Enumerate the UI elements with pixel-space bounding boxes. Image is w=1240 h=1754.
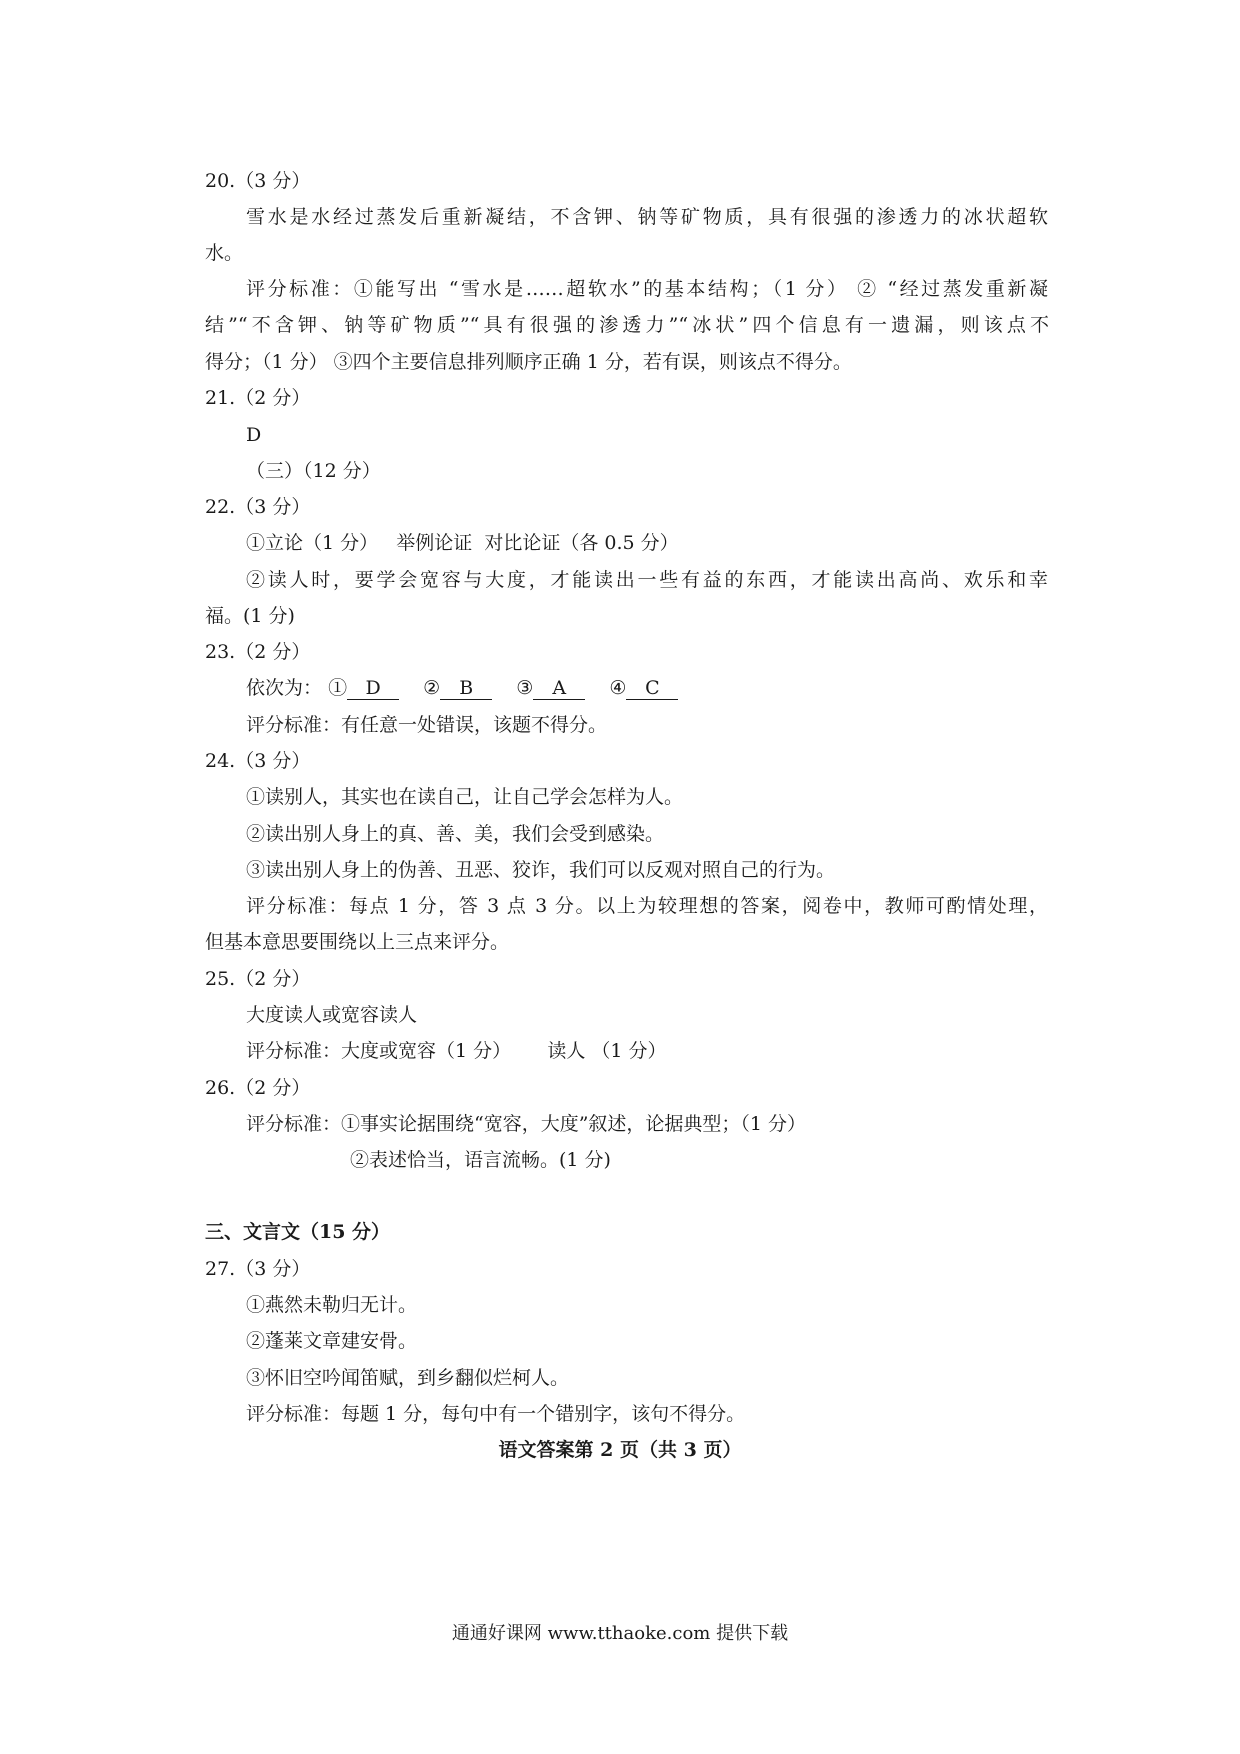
q20-scoring-line2: 结”“不含钾、钠等矿物质”“具有很强的渗透力”“冰状”四个信息有一遗漏，则该点不	[205, 314, 1049, 336]
q23-item-answer: A	[533, 679, 585, 700]
q23-answers	[246, 679, 678, 700]
q23-item-num: ③	[516, 677, 534, 699]
q24-line3: ③读出别人身上的伪善、丑恶、狡诈，我们可以反观对照自己的行为。	[246, 859, 836, 881]
q20-answer-line1: 雪水是水经过蒸发后重新凝结，不含钾、钠等矿物质，具有很强的渗透力的冰状超软	[246, 206, 1048, 228]
q25-scoring: 评分标准：大度或宽容（1 分） 读人 （1 分）	[246, 1040, 667, 1062]
part-3-heading: 三、文言文（15 分）	[205, 1221, 391, 1243]
q20-answer-line2: 水。	[205, 242, 244, 264]
q20-scoring-line1: 评分标准：①能写出 “雪水是……超软水”的基本结构；（1 分） ② “经过蒸发重新凝	[246, 278, 1048, 300]
q27-line1: ①燕然未勒归无计。	[246, 1294, 418, 1316]
q24-line2: ②读出别人身上的真、善、美，我们会受到感染。	[246, 823, 665, 845]
download-watermark: 通通好课网 www.tthaoke.com 提供下载	[451, 1623, 789, 1644]
q23-item-num: ①	[328, 677, 348, 699]
q27-scoring: 评分标准：每题 1 分，每句中有一个错别字，该句不得分。	[246, 1403, 746, 1425]
q24-scoring-line2: 但基本意思要围绕以上三点来评分。	[205, 931, 510, 953]
q27-line3: ③怀旧空吟闻笛赋，到乡翻似烂柯人。	[246, 1367, 570, 1389]
q22-heading: 22.（3 分）	[205, 496, 311, 518]
q23-item-answer: C	[626, 679, 678, 700]
q24-scoring-line1: 评分标准：每点 1 分，答 3 点 3 分。以上为较理想的答案，阅卷中，教师可酌情处理，	[246, 895, 1048, 917]
q23-item-num: ②	[423, 677, 441, 699]
page-footer-title: 语文答案第 2 页（共 3 页）	[498, 1439, 742, 1461]
q23-item-answer: D	[347, 679, 399, 700]
q27-heading: 27.（3 分）	[205, 1258, 311, 1280]
q26-scoring-line1: 评分标准：①事实论据围绕“宽容，大度”叙述，论据典型；（1 分）	[246, 1113, 807, 1135]
q21-heading: 21.（2 分）	[205, 387, 311, 409]
q22-line2: ②读人时，要学会宽容与大度，才能读出一些有益的东西，才能读出高尚、欢乐和幸	[246, 569, 1048, 591]
q27-line2: ②蓬莱文章建安骨。	[246, 1330, 418, 1352]
q20-scoring-line3: 得分；（1 分） ③四个主要信息排列顺序正确 1 分，若有误，则该点不得分。	[205, 351, 852, 373]
q24-heading: 24.（3 分）	[205, 750, 311, 772]
q22-line3: 福。(1 分)	[205, 605, 295, 627]
q26-scoring-line2: ②表述恰当，语言流畅。(1 分)	[350, 1149, 611, 1171]
q24-line1: ①读别人，其实也在读自己，让自己学会怎样为人。	[246, 786, 684, 808]
q20-heading: 20.（3 分）	[205, 170, 311, 192]
q23-scoring: 评分标准：有任意一处错误，该题不得分。	[246, 714, 608, 736]
q25-answer: 大度读人或宽容读人	[246, 1004, 418, 1026]
q23-prefix: 依次为：	[246, 677, 323, 699]
q23-item-num: ④	[609, 677, 627, 699]
q21-answer: D	[246, 424, 262, 446]
q22-line1: ①立论（1 分） 举例论证 对比论证（各 0.5 分）	[246, 532, 679, 554]
q23-item-answer: B	[440, 679, 492, 700]
q25-heading: 25.（2 分）	[205, 968, 311, 990]
q23-heading: 23.（2 分）	[205, 641, 311, 663]
q26-heading: 26.（2 分）	[205, 1077, 311, 1099]
section-3-heading: （三）（12 分）	[246, 460, 381, 482]
